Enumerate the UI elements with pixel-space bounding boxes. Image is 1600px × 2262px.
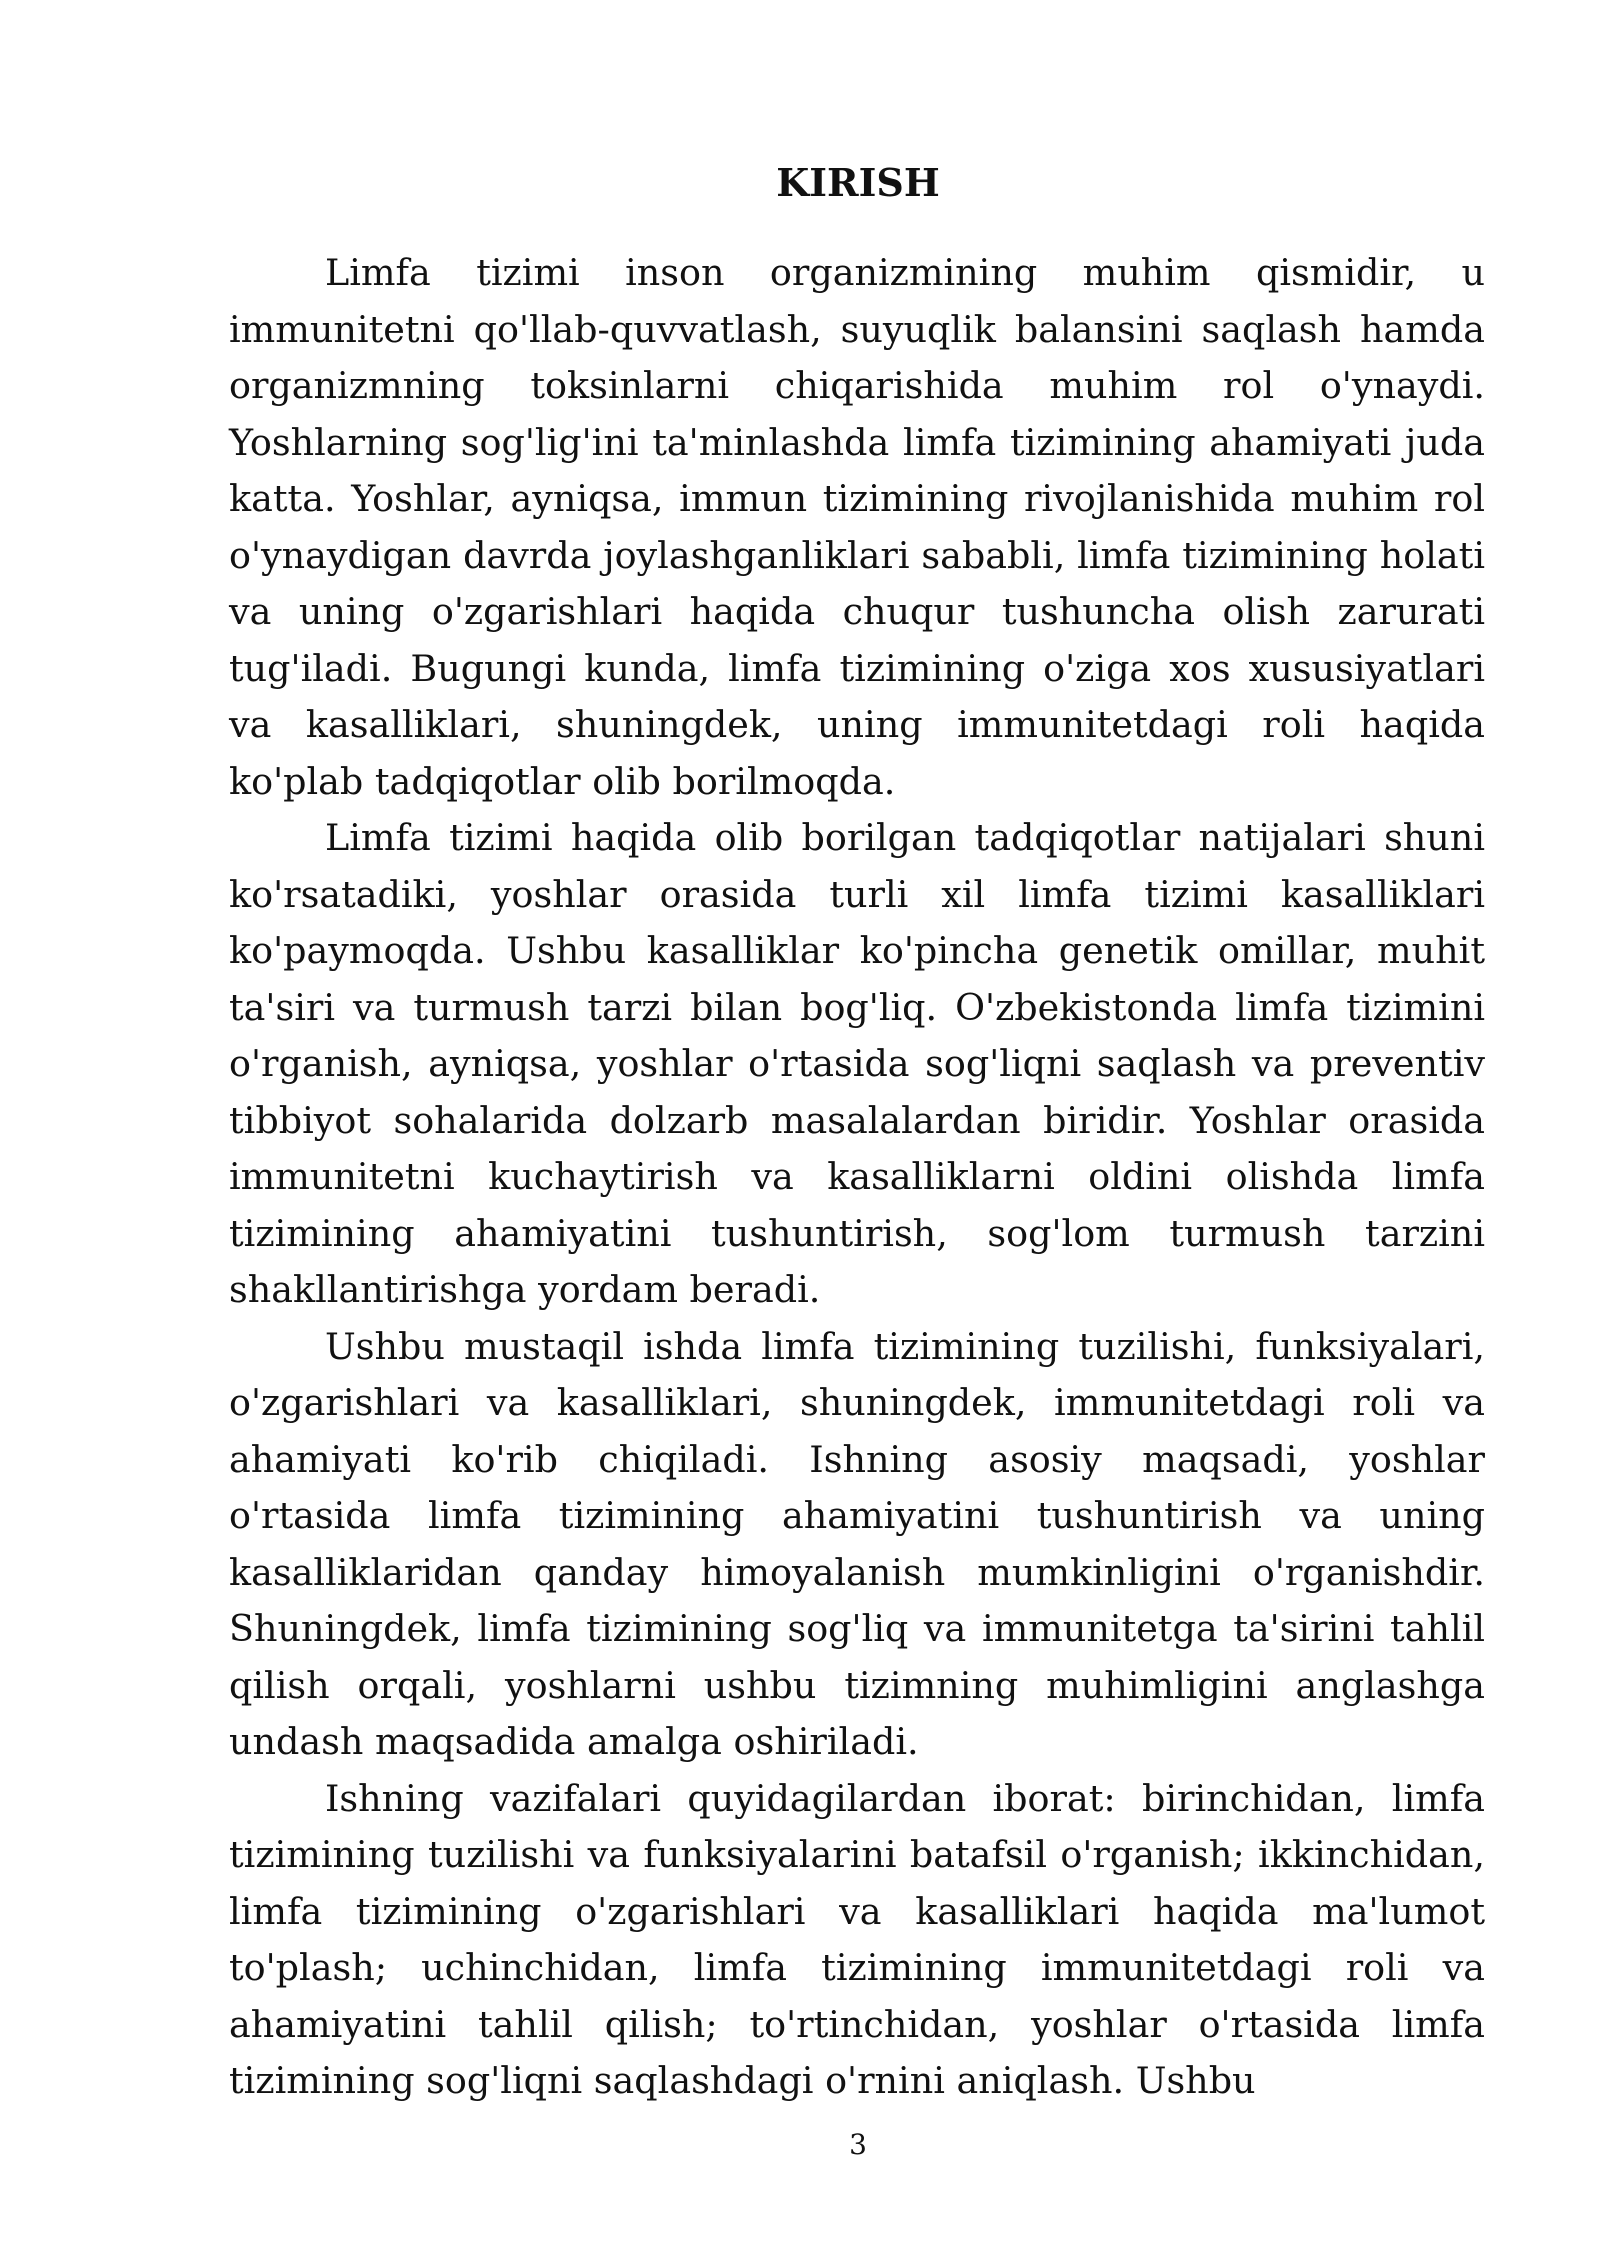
page-number: 3: [849, 2128, 867, 2161]
document-body: [229, 245, 1485, 2110]
paragraph-4: Ishning vazifalari quyidagilardan iborat: birinchidan, limfa tizimining tuzilishi va funksiyalarini batafsil o'rganish; ikkinchidan, limfa tizimining o'zgarishlari va kasalliklari haqida ma'lumot to'plash; uchinchidan, limfa tizimining immunitetdagi roli va ahamiyatini tahlil qilish; to'rtinchidan, yoshlar o'rtasida limfa tizimining sog'liqni saqlashdagi o'rnini aniqlash. Ushbu: [229, 1776, 1485, 2102]
paragraph-3: Ushbu mustaqil ishda limfa tizimining tuzilishi, funksiyalari, o'zgarishlari va kasalliklari, shuningdek, immunitetdagi roli va ahamiyati ko'rib chiqiladi. Ishning asosiy maqsadi, yoshlar o'rtasida limfa tizimining ahamiyatini tushuntirish va uning kasalliklaridan qanday himoyalanish mumkinligini o'rganishdir. Shuningdek, limfa tizimining sog'liq va immunitetga ta'sirini tahlil qilish orqali, yoshlarni ushbu tizimning muhimligini anglashga undash maqsadida amalga oshiriladi.: [229, 1324, 1485, 1763]
page-title: KIRISH: [776, 160, 940, 205]
paragraph-1: Limfa tizimi inson organizmining muhim qismidir, u immunitetni qo'llab-quvvatlash, suyuqlik balansini saqlash hamda organizmning toksinlarni chiqarishida muhim rol o'ynaydi. Yoshlarning sog'lig'ini ta'minlashda limfa tizimining ahamiyati juda katta. Yoshlar, ayniqsa, immun tizimining rivojlanishida muhim rol o'ynaydigan davrda joylashganliklari sababli, limfa tizimining holati va uning o'zgarishlari haqida chuqur tushuncha olish zarurati tug'iladi. Bugungi kunda, limfa tizimining o'ziga xos xususiyatlari va kasalliklari, shuningdek, uning immunitetdagi roli haqida ko'plab tadqiqotlar olib borilmoqda.: [229, 251, 1485, 803]
paragraph-2: Limfa tizimi haqida olib borilgan tadqiqotlar natijalari shuni ko'rsatadiki, yoshlar orasida turli xil limfa tizimi kasalliklari ko'paymoqda. Ushbu kasalliklar ko'pincha genetik omillar, muhit ta'siri va turmush tarzi bilan bog'liq. O'zbekistonda limfa tizimini o'rganish, ayniqsa, yoshlar o'rtasida sog'liqni saqlash va preventiv tibbiyot sohalarida dolzarb masalalardan biridir. Yoshlar orasida immunitetni kuchaytirish va kasalliklarni oldini olishda limfa tizimining ahamiyatini tushuntirish, sog'lom turmush tarzini shakllantirishga yordam beradi.: [229, 816, 1485, 1311]
